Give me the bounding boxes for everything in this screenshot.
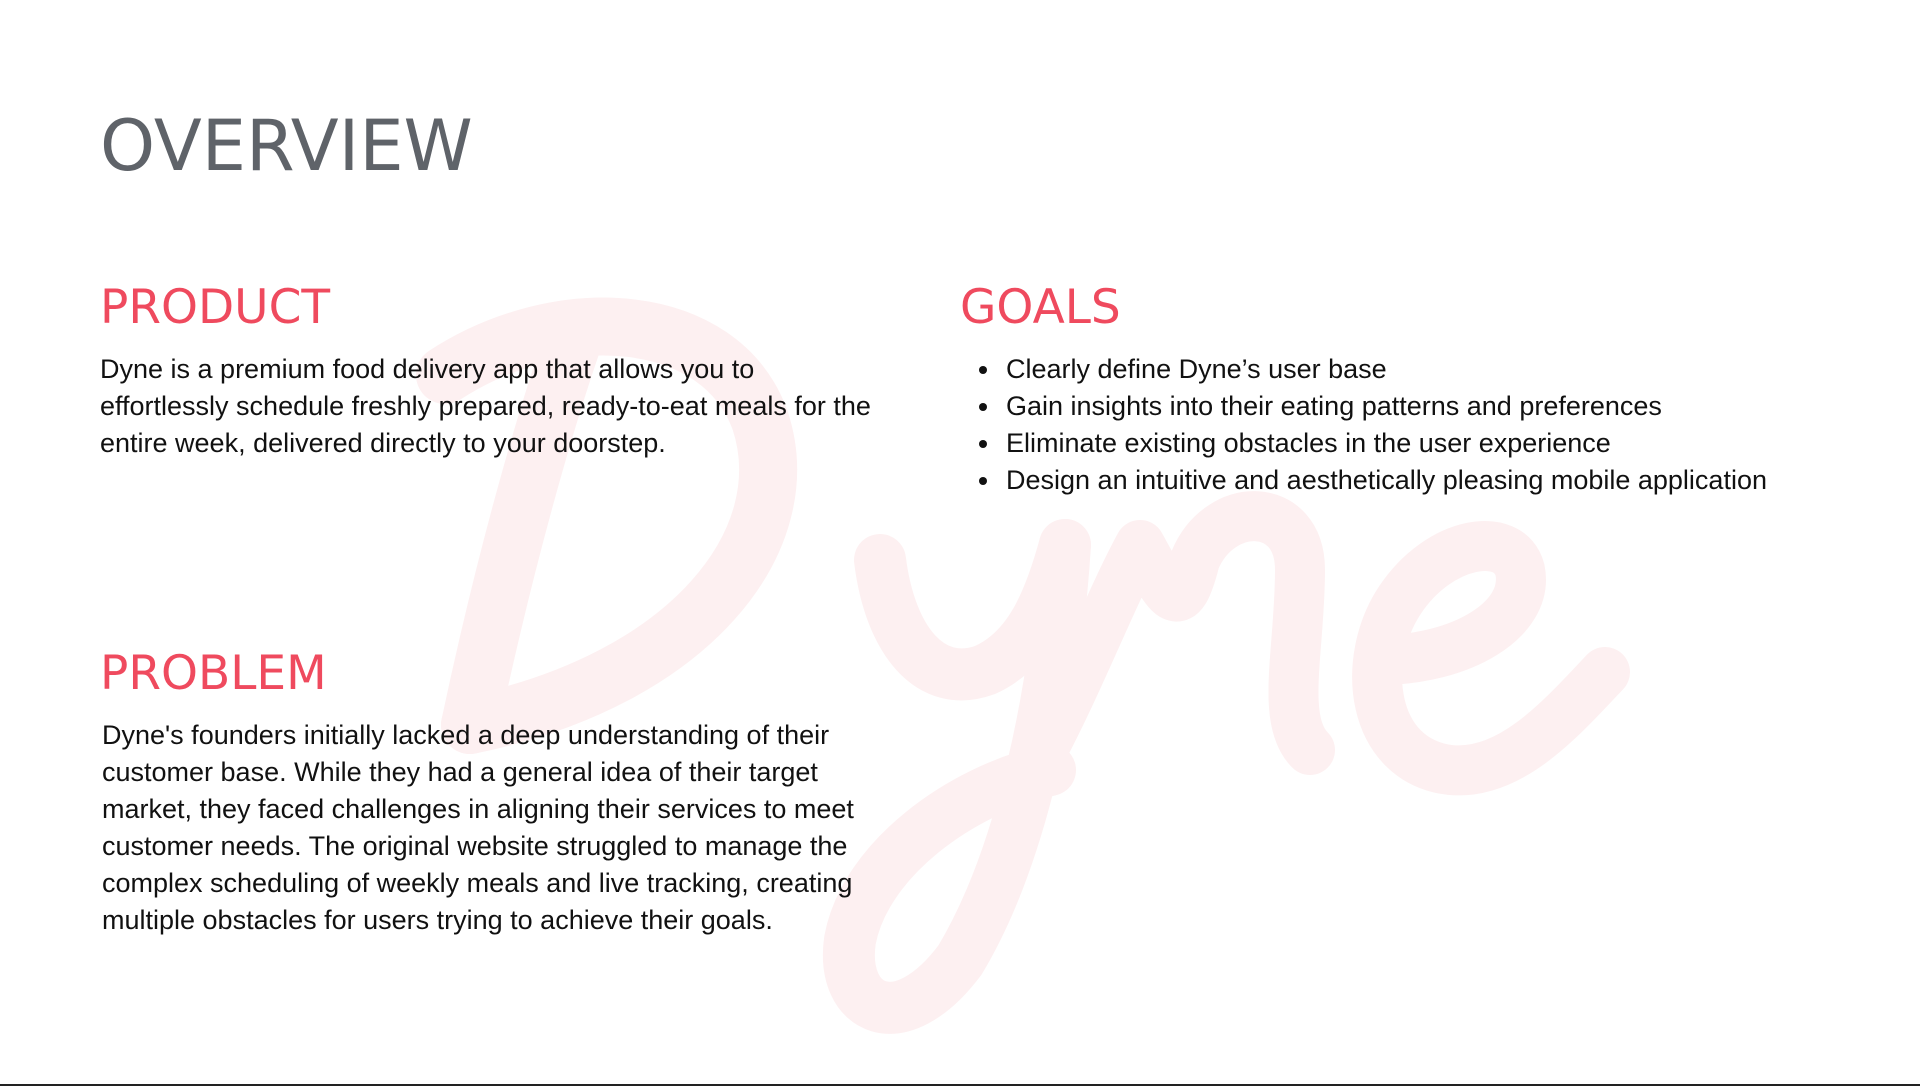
goals-list-item xyxy=(1006,462,1806,499)
goal-text: Clearly define Dyne’s user base xyxy=(1006,354,1387,384)
bullet-icon xyxy=(979,440,987,448)
problem-heading: PROBLEM xyxy=(100,646,327,701)
goals-heading: GOALS xyxy=(960,280,1121,335)
goal-text: Design an intuitive and aesthetically pleasing mobile application xyxy=(1006,465,1767,495)
bullet-icon xyxy=(979,403,987,411)
goals-list-item xyxy=(1006,425,1806,462)
problem-description: Dyne's founders initially lacked a deep understanding of their customer base. While they had a general idea of their target market, they faced challenges in aligning their services to meet customer needs. The original website struggled to manage the complex scheduling of weekly meals and live tracking, creating multiple obstacles for users trying to achieve their goals. xyxy=(102,720,854,935)
bullet-icon xyxy=(979,366,987,374)
product-description: Dyne is a premium food delivery app that allows you to effortlessly schedule freshly prepared, ready-to-eat meals for the entire week, delivered directly to your doorstep. xyxy=(100,354,871,458)
goal-text: Eliminate existing obstacles in the user experience xyxy=(1006,428,1611,458)
goals-list-item xyxy=(1006,351,1806,388)
page-title: OVERVIEW xyxy=(100,105,473,187)
goals-list-item xyxy=(1006,388,1806,425)
product-heading: PRODUCT xyxy=(100,280,331,335)
goal-text: Gain insights into their eating patterns and preferences xyxy=(1006,391,1662,421)
bullet-icon xyxy=(979,477,987,485)
goals-list xyxy=(960,351,1806,499)
